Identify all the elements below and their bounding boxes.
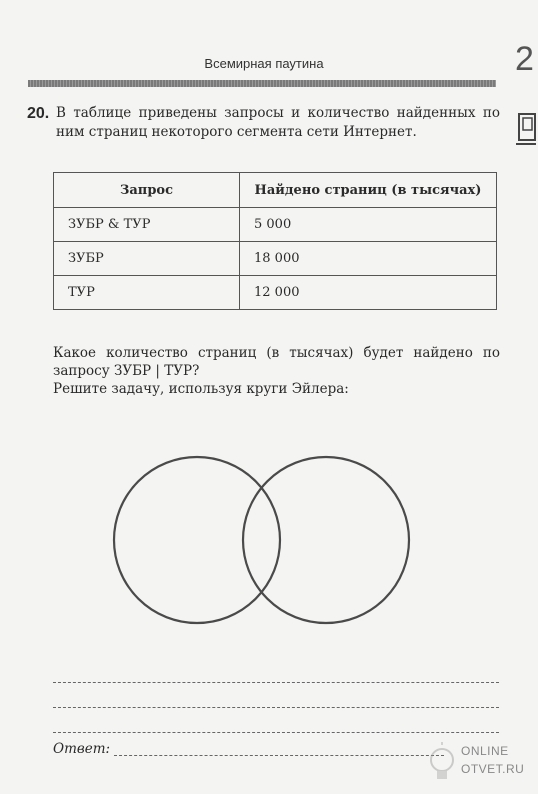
table-cell-pages: 18 000: [240, 242, 497, 276]
euler-circles-diagram: [100, 446, 420, 636]
answer-writing-line: [53, 732, 499, 733]
question-block: [53, 344, 500, 398]
euler-circle-right: [243, 457, 409, 623]
answer-label: Ответ:: [53, 741, 111, 757]
table-row: [54, 242, 497, 276]
table-row: [54, 276, 497, 310]
query-table: [53, 172, 497, 310]
column-header-query: Запрос: [54, 173, 240, 208]
table-row: [54, 208, 497, 242]
table-cell-query: ЗУБР & ТУР: [54, 208, 240, 242]
table-cell-query: ТУР: [54, 276, 240, 310]
table-cell-pages: 12 000: [240, 276, 497, 310]
table-cell-query: ЗУБР: [54, 242, 240, 276]
page-number: 2: [515, 40, 534, 78]
table-header-row: [54, 173, 497, 208]
instruction-text: Решите задачу, используя круги Эйлера:: [53, 381, 349, 397]
table-cell-pages: 5 000: [240, 208, 497, 242]
answer-writing-line: [53, 707, 499, 708]
watermark-text: OTVET.RU: [461, 762, 525, 776]
watermark-text: ONLINE: [461, 744, 509, 758]
task-number: 20.: [27, 105, 50, 122]
header-bar: [28, 80, 496, 87]
computer-icon: [516, 112, 536, 148]
header-title: Всемирная паутина: [204, 56, 324, 71]
euler-circle-left: [114, 457, 280, 623]
answer-line: [114, 755, 444, 756]
task-intro: В таблице приведены запросы и количество найденных по ним страниц некоторого сегмента сети Интернет.: [56, 105, 500, 140]
question-text: Какое количество страниц (в тысячах) будет найдено по запросу ЗУБР | ТУР?: [53, 345, 500, 379]
answer-writing-line: [53, 682, 499, 683]
column-header-pages: Найдено страниц (в тысячах): [240, 173, 497, 208]
